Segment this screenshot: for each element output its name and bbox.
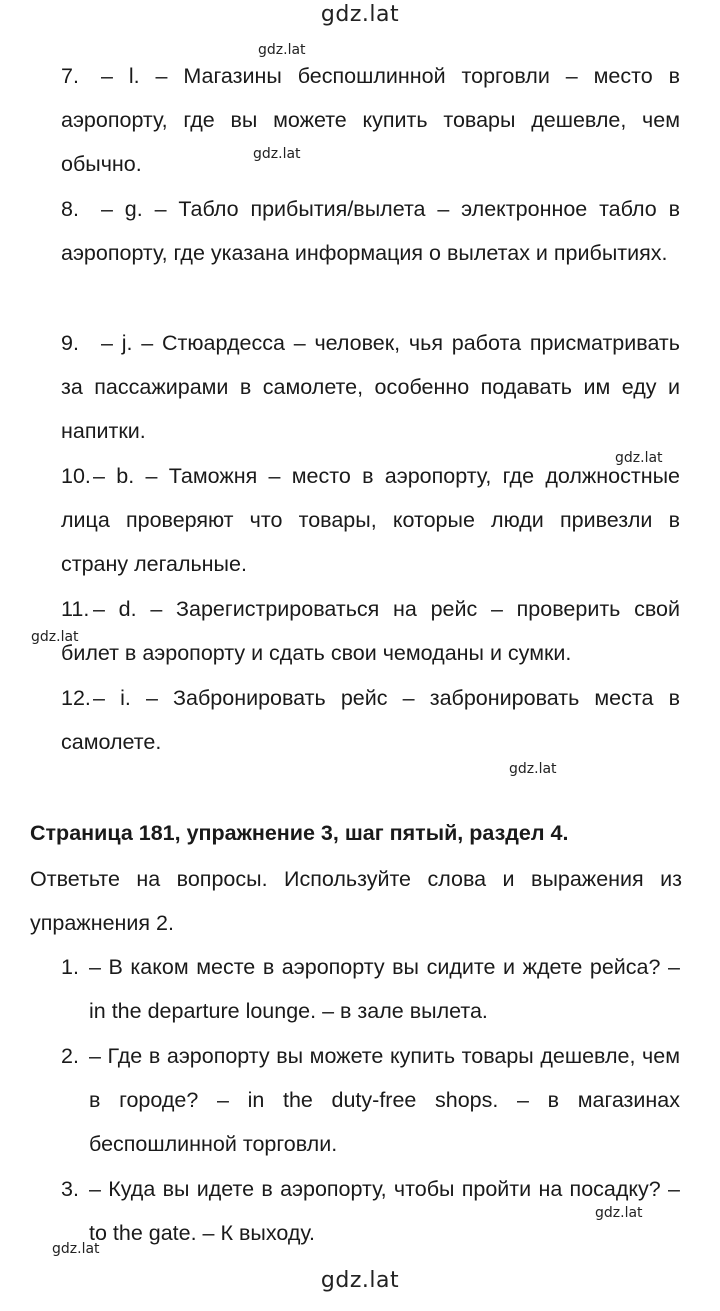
list-item <box>61 54 680 186</box>
watermark: gdz.lat <box>615 450 663 466</box>
watermark: gdz.lat <box>509 761 557 777</box>
item-text: – b. – Таможня – место в аэропорту, где должностные лица проверяют что товары, которые люди привезли в страну легальные. <box>61 464 680 576</box>
list-item <box>61 187 680 275</box>
watermark: gdz.lat <box>31 629 79 645</box>
item-number: 11. <box>61 597 90 621</box>
section-instruction: Ответьте на вопросы. Используйте слова и выражения из упражнения 2. <box>30 867 682 935</box>
watermark: gdz.lat <box>258 42 306 58</box>
watermark: gdz.lat <box>253 146 301 162</box>
item-number: 8. <box>61 197 79 221</box>
list-item <box>61 321 680 453</box>
list-item <box>61 454 680 586</box>
item-number: 9. <box>61 331 79 355</box>
item-text: – Где в аэропорту вы можете купить товары дешевле, чем в городе? – in the duty-free shops. – в магазинах беспошлинной торговли. <box>89 1044 680 1156</box>
watermark: gdz.lat <box>52 1241 100 1257</box>
item-number: 3. <box>61 1177 79 1201</box>
item-number: 10. <box>61 464 91 488</box>
item-text: – В каком месте в аэропорту вы сидите и ждете рейса? – in the departure lounge. – в зале вылета. <box>89 955 680 1023</box>
list-item <box>61 1034 680 1166</box>
item-number: 12. <box>61 686 91 710</box>
site-header: gdz.lat <box>320 2 400 27</box>
item-text: – Куда вы идете в аэропорту, чтобы пройти на посадку? – to the gate. – К выходу. <box>89 1177 680 1245</box>
item-number: 2. <box>61 1044 79 1068</box>
list-item <box>61 1167 680 1255</box>
item-text: – l. – Магазины беспошлинной торговли – место в аэропорту, где вы можете купить товары дешевле, чем обычно. <box>61 64 680 176</box>
section-title: Страница 181, упражнение 3, шаг пятый, раздел 4. <box>30 821 569 845</box>
item-text: – d. – Зарегистрироваться на рейс – проверить свой билет в аэропорту и сдать свои чемоданы и сумки. <box>61 597 680 665</box>
list-item <box>61 587 680 675</box>
item-text: – j. – Стюардесса – человек, чья работа присматривать за пассажирами в самолете, особенно подавать им еду и напитки. <box>61 331 680 443</box>
watermark: gdz.lat <box>595 1205 643 1221</box>
list-item <box>61 676 680 764</box>
item-text: – g. – Табло прибытия/вылета – электронное табло в аэропорту, где указана информация о вылетах и прибытиях. <box>61 197 680 265</box>
item-number: 1. <box>61 955 79 979</box>
item-number: 7. <box>61 64 79 88</box>
site-footer: gdz.lat <box>320 1268 400 1293</box>
item-text: – i. – Забронировать рейс – забронировать места в самолете. <box>61 686 680 754</box>
list-item <box>61 945 680 1033</box>
